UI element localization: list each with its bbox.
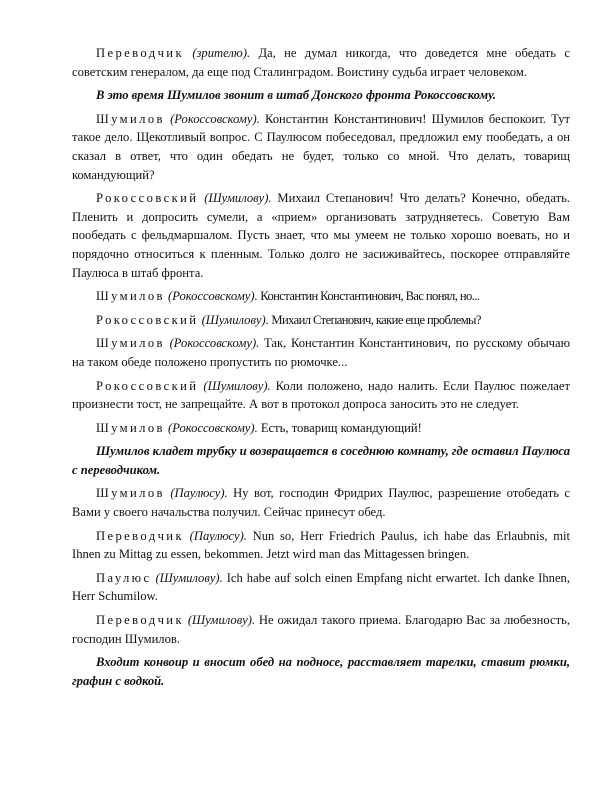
line-text: Ну вот, господин Фридрих Паулюс, разрешение отобедать с Вами у своего начальства получил. Сейчас принесут обед. [72, 486, 570, 520]
line-text: Так, Константин Константинович, по русскому обычаю на таком обеде положено пропустить по рюмочке... [72, 336, 570, 369]
speaker-name: Переводчик [96, 528, 184, 543]
line-text: Михаил Степанович, какие еще проблемы? [268, 312, 481, 327]
speaker-note: (Паулюсу). [170, 486, 228, 501]
line-text: Не ожидал такого приема. Благодарю Вас за любезность, господин Шумилов. [72, 613, 570, 646]
speaker-note: (Шумилову). [201, 312, 269, 327]
speaker-name: Рокоссовский [96, 191, 199, 206]
dialogue-line-8 [72, 419, 570, 438]
dialogue-line-1 [72, 44, 570, 81]
dialogue-line-2 [72, 110, 570, 184]
speaker-note: (Рокоссовскому). [168, 289, 258, 304]
speaker-name: Рокоссовский [96, 312, 199, 327]
speaker-name: Паулюс [96, 570, 152, 585]
document-page [72, 44, 570, 695]
speaker-note: (зрителю). [192, 46, 251, 60]
line-text: Коли положено, надо налить. Если Паулюс пожелает произнести тост, не запрещайте. А вот в протокол допроса заносить это не следует. [72, 378, 570, 412]
speaker-note: (Шумилову). [187, 613, 256, 628]
speaker-name: Переводчик [96, 46, 184, 60]
stage-direction-1: В это время Шумилов звонит в штаб Донского фронта Рокоссовскому. [96, 88, 497, 103]
speaker-note: (Шумилову). [155, 570, 223, 585]
dialogue-line-10 [72, 527, 570, 564]
dialogue-line-9 [72, 484, 570, 521]
speaker-note: (Шумилову). [204, 191, 272, 206]
dialogue-line-5 [72, 311, 570, 330]
speaker-note: (Рокоссовскому). [170, 111, 260, 126]
stage-direction-2: Шумилов кладет трубку и возвращается в соседнюю комнату, где оставил Паулюса с переводчиком. [72, 444, 570, 477]
dialogue-line-4 [72, 287, 570, 306]
speaker-name: Шумилов [96, 420, 165, 435]
dialogue-line-3 [72, 189, 570, 282]
dialogue-line-12 [72, 611, 570, 648]
speaker-name: Шумилов [96, 289, 165, 304]
speaker-name: Шумилов [96, 336, 165, 351]
line-text: Да, не думал никогда, что доведется мне обедать с советским генералом, да еще под Сталинградом. Воистину судьба играет человеком. [72, 46, 570, 79]
line-text: Ich habe auf solch einen Empfang nicht erwartet. Ich danke Ihnen, Herr Schumilow. [72, 570, 570, 604]
speaker-note: (Паулюсу). [189, 528, 247, 543]
line-text: Константин Константинович! Шумилов беспокоит. Тут такое дело. Щекотливый вопрос. С Паулюсом побеседовал, предложил ему пообедать, а он сказал в ответ, что один обедать не будет, только со мной. Что делать, товарищ командующий? [72, 111, 570, 182]
speaker-note: (Шумилову). [203, 378, 271, 393]
line-text: Есть, товарищ командующий! [257, 420, 422, 435]
speaker-name: Шумилов [96, 486, 165, 501]
speaker-note: (Рокоссовскому). [169, 336, 260, 351]
speaker-name: Рокоссовский [96, 378, 199, 393]
line-text: Nun so, Herr Friedrich Paulus, ich habe das Erlaubnis, mit Ihnen zu Mittag zu essen, bekommen. Jetzt wird man das Mittagessen bringen. [72, 528, 570, 562]
dialogue-line-6 [72, 334, 570, 371]
dialogue-line-11 [72, 569, 570, 606]
dialogue-line-7 [72, 377, 570, 414]
stage-direction-3: Входит конвоир и вносит обед на подносе, расставляет тарелки, ставит рюмки, графин с водкой. [72, 655, 570, 688]
speaker-name: Шумилов [96, 111, 165, 126]
speaker-note: (Рокоссовскому). [168, 420, 258, 435]
speaker-name: Переводчик [96, 613, 184, 628]
line-text: Константин Константинович, Вас понял, но... [257, 289, 480, 304]
line-text: Михаил Степанович! Что делать? Конечно, обедать. Пленить и допросить сумели, а «прием» организовать затрудняетесь. Советую Вам пообедать с фельдмаршалом. Пусть знает, что мы умеем не только хорошо воевать, но и порядочно относиться к пленным. Только долго не засиживайтесь, поскорее отправляйте Паулюса в штаб фронта. [72, 191, 570, 280]
